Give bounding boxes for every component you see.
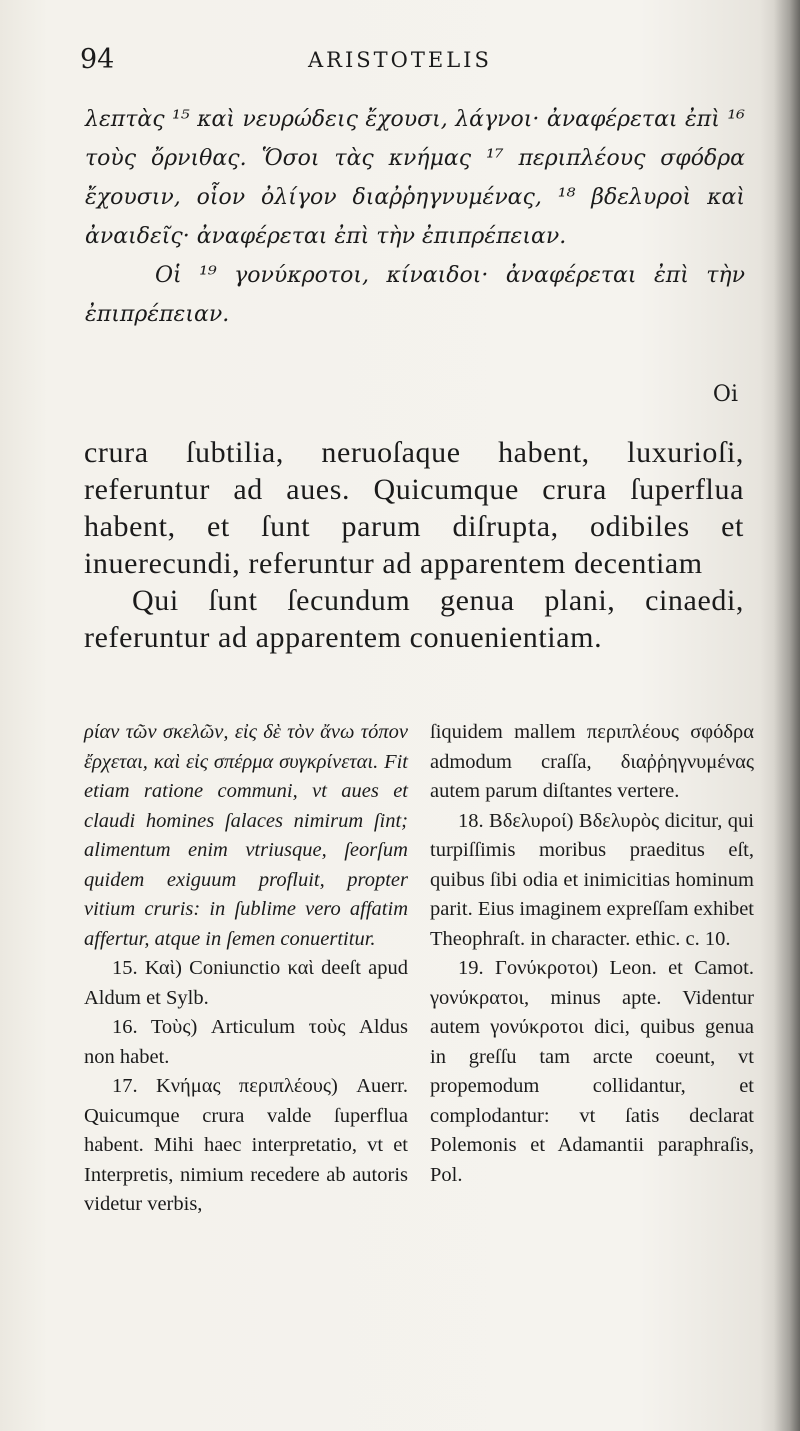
latin-text-block [84,434,744,656]
footnote-16: 16. Τοὺς) Articulum τοὺς Aldus non habet. [84,1016,408,1068]
footnote-17-continuation: ſiquidem mallem περιπλέους σφόδρα admodum craſſa, διαῤῥηγνυμένας autem parum diſtantes vertere. [430,721,754,802]
footnote-18: 18. Βδελυροί) Βδελυρὸς dicitur, qui turpiſſimis moribus praeditus eſt, quibus ſibi odia et inimicitias hominum parit. Eius imaginem expreſſam exhibet Theophraſt. in character. ethic. c. 10. [430,809,754,950]
footnote-19: 19. Γονύκροτοι) Leon. et Camot. γονύκρατοι, minus apte. Videntur autem γονύκροτοι dici, quibus genua in greſſu tam arcte coeunt, vt propemodum collidantur, et complodantur: vt ſatis declarat Polemonis et Adamantii paraphraſis, Pol. [430,957,754,1186]
page-number: 94 [80,44,115,75]
running-title: ARISTOTELIS [308,48,492,72]
page-header [80,44,720,84]
catchword: Oi [712,382,738,407]
footnote-15: 15. Καὶ) Coniunctio καὶ deeſt apud Aldum et Sylb. [84,957,408,1009]
latin-paragraph-2: Qui ſunt ſecundum genua plani, cinaedi, referuntur ad apparentem conuenientiam. [84,584,744,654]
greek-paragraph-1: λεπτὰς ¹⁵ καὶ νευρώδεις ἔχουσι, λάγνοι· ἀναφέρεται ἐπὶ ¹⁶ τοὺς ὄρνιθας. Ὅσοι τὰς κνήμας ¹⁷ περιπλέους σφόδρα ἔχουσιν, οἷον ὀλίγον διαῤῥηγνυμένας, ¹⁸ βδελυροὶ καὶ ἀναιδεῖς· ἀναφέρεται ἐπὶ τὴν ἐπιπρέπειαν. [85,107,745,249]
footnotes [84,718,766,1418]
footnote-17: 17. Κνήμας περιπλέους) Auerr. Quicumque crura valde ſuperflua habent. Mihi haec interpretatio, vt et Interpretis, nimium recedere ab autoris videtur verbis, [84,1075,408,1215]
footnote-continuation: ρίαν τῶν σκελῶν, εἰς δὲ τὸν ἄνω τόπον ἔρχεται, καὶ εἰς σπέρμα συγκρίνεται. Fit etiam ratione communi, vt aues et claudi homines ſalaces nimirum ſint; alimentum enim vtriusque, ſeorſum quidem exiguum profluit, propter vitium cruris: in ſublime vero affatim affertur, atque in ſemen conuertitur. [84,721,408,950]
page-edge-shadow [774,0,800,1431]
footnotes-left-column [84,718,408,1220]
greek-text-block [85,100,745,334]
footnotes-right-column [430,718,754,1190]
latin-paragraph-1: crura ſubtilia, neruoſaque habent, luxurioſi, referuntur ad aues. Quicumque crura ſuperflua habent, et ſunt parum diſrupta, odibiles et inuerecundi, referuntur ad apparentem decentiam [84,436,744,580]
greek-paragraph-2: Οἱ ¹⁹ γονύκροτοι, κίναιδοι· ἀναφέρεται ἐπὶ τὴν ἐπιπρέπειαν. [85,263,745,327]
